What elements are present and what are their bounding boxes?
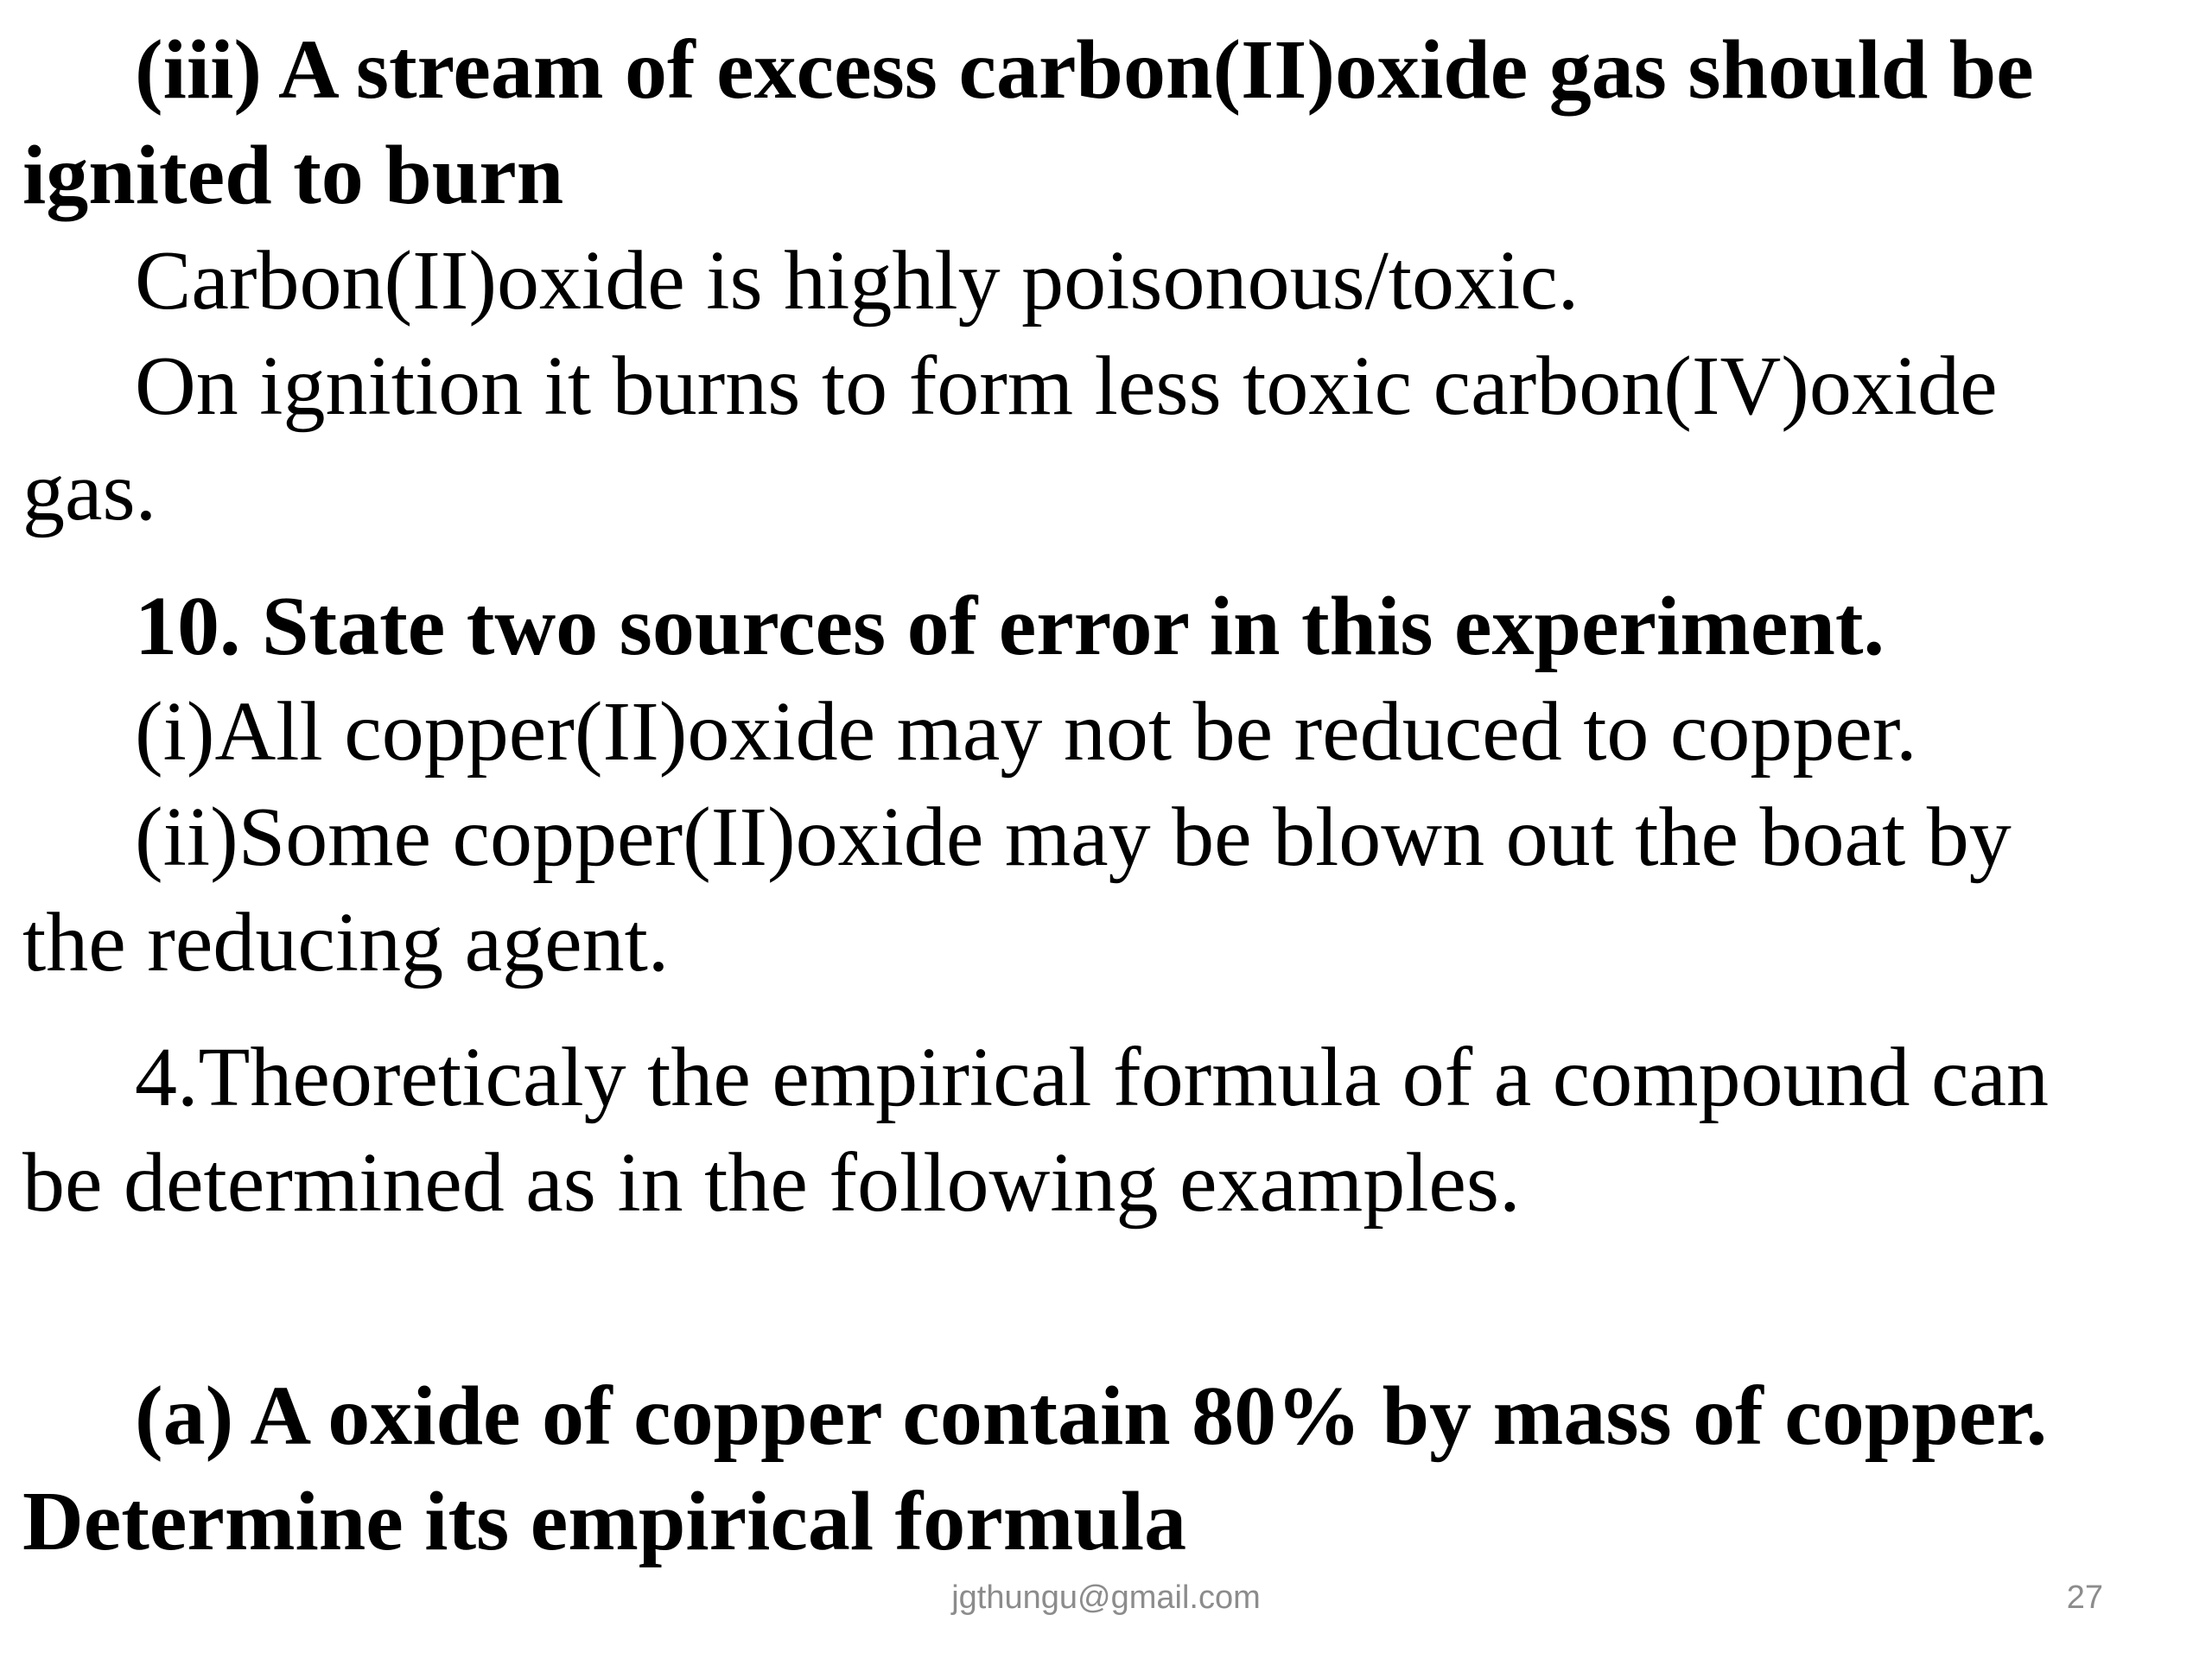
slide-content <box>22 17 2131 1574</box>
heading-sources-of-error: 10. State two sources of error in this experiment. <box>135 580 1885 673</box>
footer-email: jgthungu@gmail.com <box>951 1580 1261 1616</box>
text-ignition-burns: On ignition it burns to form less toxic carbon(IV)oxide gas. <box>22 340 1998 538</box>
text-error-ii: (ii)Some copper(II)oxide may be blown out the boat by the reducing agent. <box>22 791 2012 989</box>
heading-example-a: (a) A oxide of copper contain 80% by mass of copper. Determine its empirical formula <box>22 1370 2048 1568</box>
text-error-i: (i)All copper(II)oxide may not be reduced to copper. <box>135 685 1917 779</box>
heading-iii-ignite-co: (iii) A stream of excess carbon(II)oxide gas should be ignited to burn <box>22 23 2034 222</box>
page-number: 27 <box>2066 1580 2103 1616</box>
text-theoretical-formula: 4.Theoreticaly the empirical formula of a compound can be determined as in the following examples. <box>22 1031 2050 1230</box>
text-co-poisonous: Carbon(II)oxide is highly poisonous/toxic. <box>135 234 1580 327</box>
